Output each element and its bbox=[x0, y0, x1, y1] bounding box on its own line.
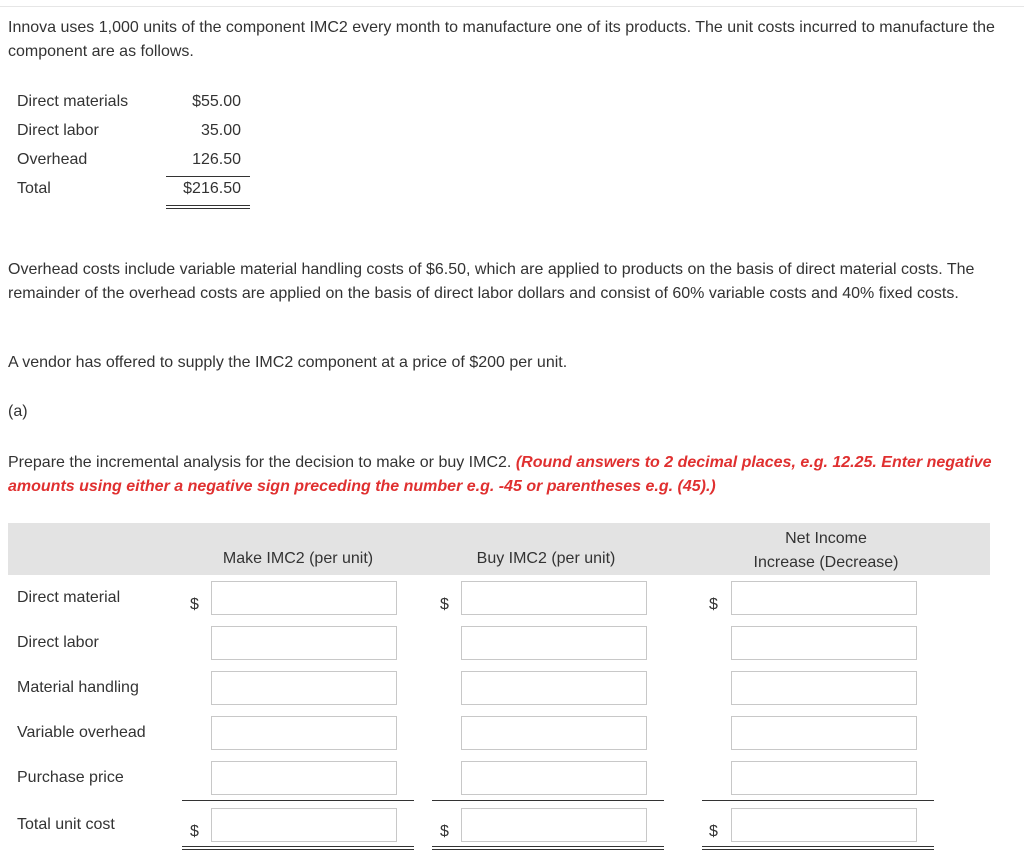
row-label-direct-material: Direct material bbox=[17, 589, 121, 606]
cost-value: $55.00 bbox=[192, 93, 241, 110]
unit-cost-table bbox=[17, 91, 249, 207]
cost-value: 35.00 bbox=[200, 122, 241, 139]
rounding-instruction: (Round answers to 2 decimal places, e.g. 12.25. Enter negative amounts using either a negative sign preceding the number e.g. -45 or parentheses e.g. (45).) bbox=[8, 454, 992, 495]
net-total-unit-cost-input[interactable] bbox=[731, 808, 917, 842]
buy-direct-material-input[interactable] bbox=[461, 581, 647, 615]
total-double-rule-upper bbox=[166, 205, 250, 206]
cost-row-overhead bbox=[17, 149, 249, 178]
row-label-direct-labor: Direct labor bbox=[17, 634, 99, 651]
part-label: (a) bbox=[8, 403, 28, 420]
column-header-net-income-line2: Increase (Decrease) bbox=[753, 554, 899, 571]
cost-label: Overhead bbox=[17, 151, 88, 168]
buy-total-unit-cost-input[interactable] bbox=[461, 808, 647, 842]
row-label-material-handling: Material handling bbox=[17, 679, 139, 696]
dollar-sign: $ bbox=[709, 596, 718, 613]
net-direct-labor-input[interactable] bbox=[731, 626, 917, 660]
buy-total-double-rule-lower bbox=[432, 849, 664, 850]
top-divider bbox=[0, 6, 1024, 7]
cost-row-direct-materials bbox=[17, 91, 249, 120]
dollar-sign: $ bbox=[190, 596, 199, 613]
column-header-buy: Buy IMC2 (per unit) bbox=[476, 550, 616, 567]
column-header-net-income bbox=[726, 527, 926, 575]
subtotal-rule bbox=[166, 176, 250, 177]
cost-row-total bbox=[17, 178, 249, 207]
buy-subtotal-rule bbox=[432, 800, 664, 801]
net-total-double-rule-lower bbox=[702, 849, 934, 850]
total-double-rule-lower bbox=[166, 208, 250, 209]
question-prompt bbox=[8, 451, 1013, 499]
question-text: Prepare the incremental analysis for the decision to make or buy IMC2. bbox=[8, 454, 512, 471]
dollar-sign: $ bbox=[709, 823, 718, 840]
net-purchase-price-input[interactable] bbox=[731, 761, 917, 795]
row-label-purchase-price: Purchase price bbox=[17, 769, 124, 786]
make-direct-labor-input[interactable] bbox=[211, 626, 397, 660]
vendor-offer: A vendor has offered to supply the IMC2 component at a price of $200 per unit. bbox=[8, 354, 568, 371]
make-direct-material-input[interactable] bbox=[211, 581, 397, 615]
dollar-sign: $ bbox=[440, 823, 449, 840]
cost-label: Total bbox=[17, 180, 51, 197]
column-header-net-income-line1: Net Income bbox=[785, 530, 867, 547]
make-total-unit-cost-input[interactable] bbox=[211, 808, 397, 842]
net-direct-material-input[interactable] bbox=[731, 581, 917, 615]
net-subtotal-rule bbox=[702, 800, 934, 801]
cost-row-direct-labor bbox=[17, 120, 249, 149]
row-label-variable-overhead: Variable overhead bbox=[17, 724, 146, 741]
column-header-make: Make IMC2 (per unit) bbox=[222, 550, 374, 567]
buy-total-double-rule-upper bbox=[432, 846, 664, 847]
cost-label: Direct labor bbox=[17, 122, 99, 139]
make-total-double-rule-lower bbox=[182, 849, 414, 850]
make-variable-overhead-input[interactable] bbox=[211, 716, 397, 750]
cost-value: 126.50 bbox=[192, 151, 241, 168]
make-material-handling-input[interactable] bbox=[211, 671, 397, 705]
net-total-double-rule-upper bbox=[702, 846, 934, 847]
dollar-sign: $ bbox=[440, 596, 449, 613]
make-purchase-price-input[interactable] bbox=[211, 761, 397, 795]
buy-purchase-price-input[interactable] bbox=[461, 761, 647, 795]
net-variable-overhead-input[interactable] bbox=[731, 716, 917, 750]
problem-intro: Innova uses 1,000 units of the component IMC2 every month to manufacture one of its products. The unit costs incurred to manufacture the component are as follows. bbox=[8, 19, 995, 60]
buy-direct-labor-input[interactable] bbox=[461, 626, 647, 660]
buy-material-handling-input[interactable] bbox=[461, 671, 647, 705]
net-material-handling-input[interactable] bbox=[731, 671, 917, 705]
make-total-double-rule-upper bbox=[182, 846, 414, 847]
make-subtotal-rule bbox=[182, 800, 414, 801]
overhead-description: Overhead costs include variable material handling costs of $6.50, which are applied to products on the basis of direct material costs. The remainder of the overhead costs are applied on the basis of direct labor dollars and consist of 60% variable costs and 40% fixed costs. bbox=[8, 261, 975, 302]
cost-label: Direct materials bbox=[17, 93, 129, 110]
row-label-total-unit-cost: Total unit cost bbox=[17, 816, 115, 833]
cost-value: $216.50 bbox=[183, 180, 241, 197]
buy-variable-overhead-input[interactable] bbox=[461, 716, 647, 750]
dollar-sign: $ bbox=[190, 823, 199, 840]
